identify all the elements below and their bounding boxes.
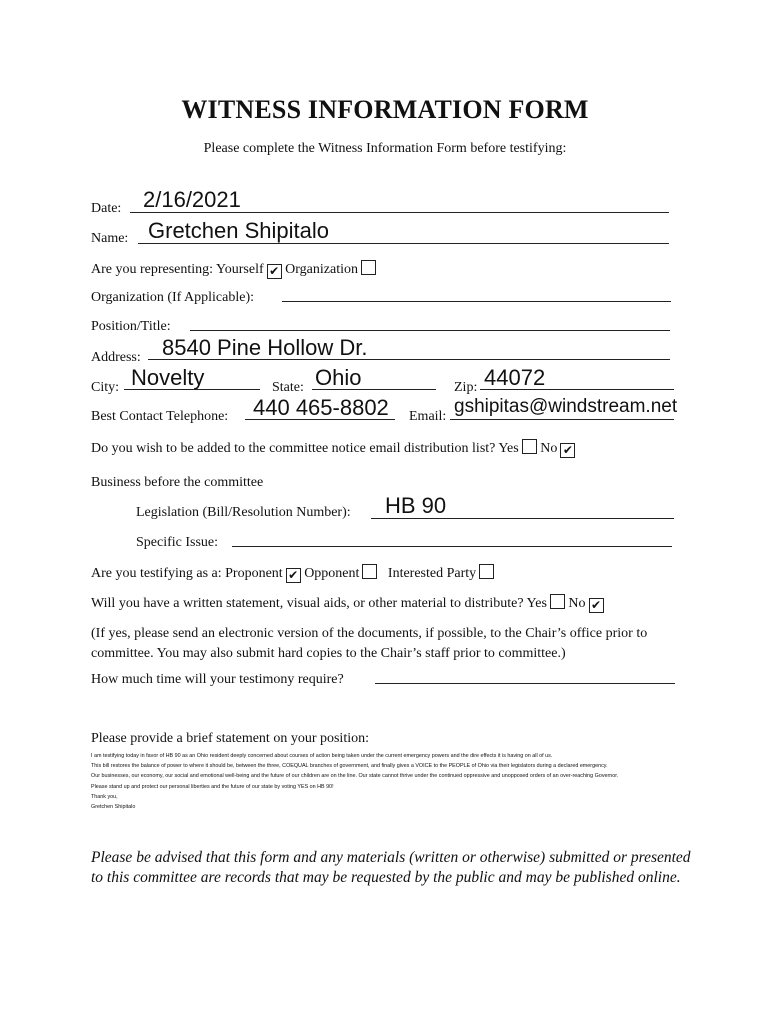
phone-value[interactable]: 440 465-8802 [253,395,389,420]
interested-party-label: Interested Party [387,566,477,581]
email-label: Email: [409,409,447,424]
materials-yes-checkbox[interactable] [550,594,565,609]
business-heading: Business before the committee [91,475,264,490]
zip-label: Zip: [454,380,478,395]
statement-body [91,753,681,814]
testifying-row [91,564,494,583]
state-label: State: [272,380,304,395]
position-field[interactable] [190,330,670,331]
statement-paragraph: Our businesses, our economy, our social and emotional well-being and the future of our children are on the line. Our state cannot thrive under the continued oppressive and unopposed orders of an over-reaching Governor. [91,773,619,780]
organization-option-label: Organization [285,262,358,277]
name-value[interactable]: Gretchen Shipitalo [148,218,329,243]
form-title: WITNESS INFORMATION FORM [181,95,589,124]
specific-issue-field[interactable] [232,546,672,547]
distribution-no-checkbox[interactable]: ✔ [560,443,575,458]
statement-paragraph: This bill restores the balance of power to where it should be, between the three, COEQUAL branches of government, and finally gives a VOICE to the PEOPLE of Ohio via their legislators during a declared emergency. [91,763,608,770]
distribution-row [91,439,575,458]
representing-row [91,260,376,279]
statement-paragraph: I am testifying today in favor of HB 90 as an Ohio resident deeply concerned about courses of action being taken under the current emergency powers and the dire effects it is having on all of us. [91,753,553,759]
opponent-label: Opponent [304,566,360,581]
state-value[interactable]: Ohio [315,365,362,390]
materials-no-checkbox[interactable]: ✔ [589,598,604,613]
zip-value[interactable]: 44072 [484,365,546,390]
proponent-checkbox[interactable]: ✔ [286,568,301,583]
phone-underline [245,419,395,420]
city-underline [124,389,260,390]
name-label: Name: [91,231,129,246]
address-underline [148,359,670,360]
time-field[interactable] [375,683,675,684]
address-label: Address: [91,350,141,365]
representing-label: Are you representing: Yourself [91,262,264,277]
city-label: City: [91,380,120,395]
materials-no-label: No [568,596,586,611]
statement-paragraph: Gretchen Shipitalo [91,804,136,811]
interested-party-checkbox[interactable] [479,564,494,579]
time-label: How much time will your testimony require? [91,672,344,687]
date-label: Date: [91,201,122,216]
yourself-checkbox[interactable]: ✔ [267,264,282,279]
state-underline [312,389,436,390]
distribution-no-label: No [540,441,558,456]
legislation-label: Legislation (Bill/Resolution Number): [136,505,351,520]
organization-checkbox[interactable] [361,260,376,275]
position-label: Position/Title: [91,319,171,334]
address-value[interactable]: 8540 Pine Hollow Dr. [162,335,368,360]
city-value[interactable]: Novelty [131,365,205,390]
date-underline [130,212,669,213]
testifying-label: Are you testifying as a: Proponent [91,566,283,581]
statement-heading: Please provide a brief statement on your position: [91,731,369,746]
date-value[interactable]: 2/16/2021 [143,187,241,212]
name-underline [138,243,669,244]
specific-issue-label: Specific Issue: [136,535,219,550]
statement-paragraph: Thank you, [91,793,118,800]
email-underline [450,419,674,420]
statement-paragraph: Please stand up and protect our personal liberties and the future of our state by voting YES on HB 90! [91,783,334,790]
legislation-value[interactable]: HB 90 [385,493,447,518]
legislation-underline [371,518,674,519]
public-records-notice: Please be advised that this form and any materials (written or otherwise) submitted or presented to this committee are records that may be requested by the public and may be published online. [91,849,691,886]
distribution-question: Do you wish to be added to the committee notice email distribution list? Yes [91,441,519,456]
materials-question: Will you have a written statement, visual aids, or other material to distribute? Yes [91,596,547,611]
organization-field[interactable] [282,301,671,302]
organization-label: Organization (If Applicable): [91,290,255,305]
distribution-yes-checkbox[interactable] [522,439,537,454]
instructions-text: (If yes, please send an electronic version of the documents, if possible, to the Chair’s office prior to committee. You may also submit hard copies to the Chair’s staff prior to committee.) [91,626,648,661]
zip-underline [480,389,674,390]
phone-label: Best Contact Telephone: [91,409,229,424]
email-value[interactable]: gshipitas@windstream.net [454,396,678,417]
form-subtitle: Please complete the Witness Information Form before testifying: [203,141,567,156]
opponent-checkbox[interactable] [362,564,377,579]
materials-row [91,594,604,613]
